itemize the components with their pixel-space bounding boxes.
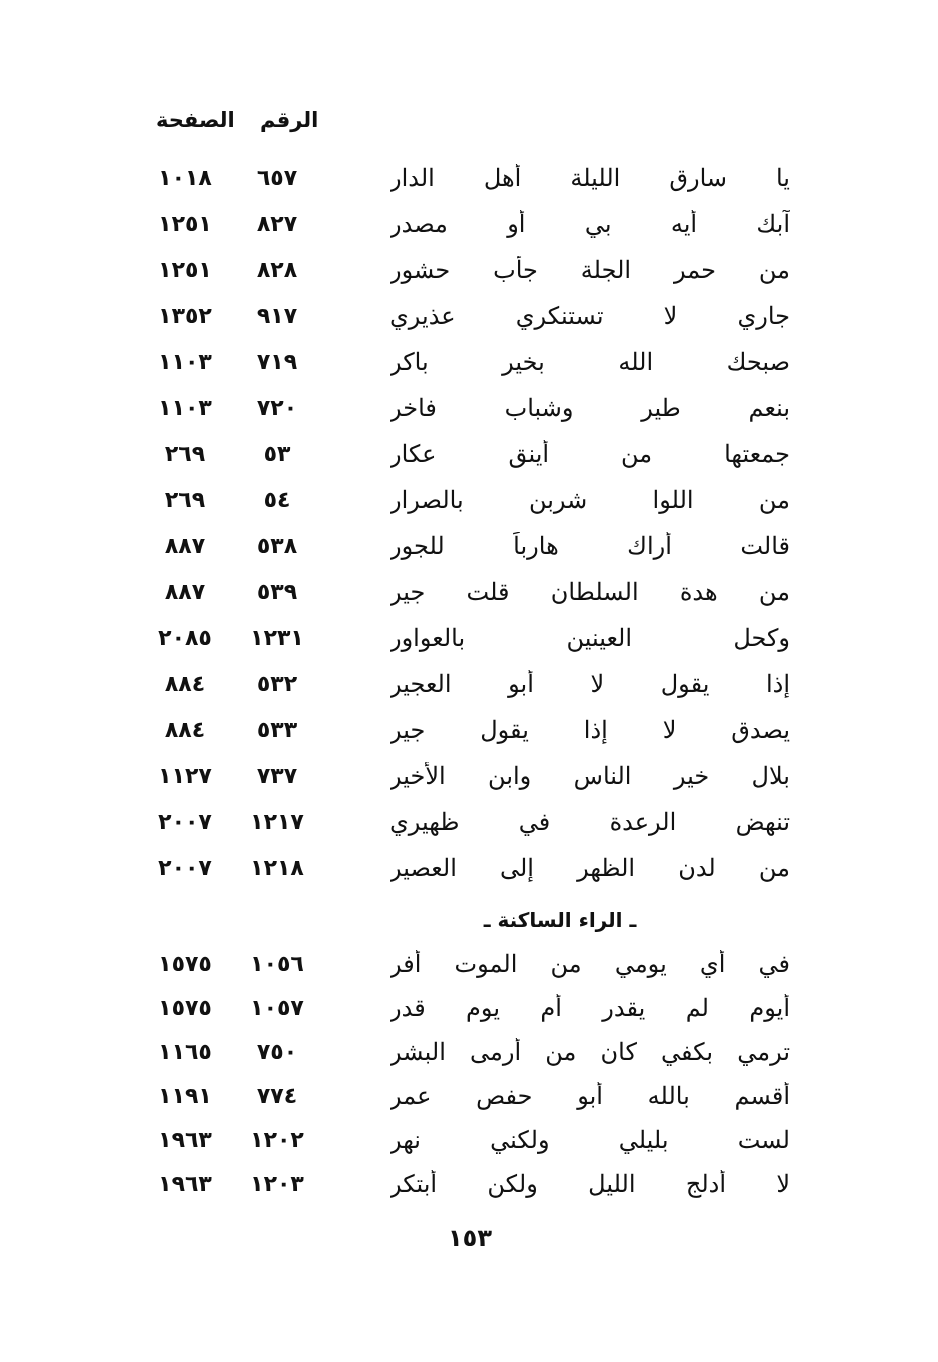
verse-number: ١٠٥٧	[250, 996, 304, 1021]
page-reference: ٨٨٧	[164, 534, 206, 559]
verse-text: تنهض الرعدة في ظهيري	[390, 808, 790, 836]
table-row	[150, 1122, 790, 1166]
table-header	[150, 108, 320, 142]
verse-text: من اللوا شربن بالصرار	[390, 486, 790, 514]
verse-text: بلال خير الناس وابن الأخير	[390, 762, 790, 790]
verse-text: جمعتها من أينق عكار	[390, 440, 790, 468]
page-reference: ٨٨٧	[164, 580, 206, 605]
page-reference: ١٢٥١	[158, 258, 212, 283]
table-row	[150, 574, 790, 620]
verse-number: ٥٣٢	[256, 672, 298, 697]
page-reference: ٢٠٨٥	[158, 626, 212, 651]
verse-text: وكحل العينين بالعواور	[390, 624, 790, 652]
page-reference: ٢٠٠٧	[158, 810, 212, 835]
verse-text: من حمر الجلة جأب حشور	[390, 256, 790, 284]
verse-number: ٧٥٠	[256, 1040, 298, 1065]
page-reference: ١٢٥١	[158, 212, 212, 237]
verse-number: ٧١٩	[256, 350, 298, 375]
verse-text: أقسم بالله أبو حفص عمر	[390, 1082, 790, 1110]
verse-text: بنعم طير وشباب فاخر	[390, 394, 790, 422]
verse-text: لست بليلي ولكني نهر	[390, 1126, 790, 1154]
verse-number: ١٢٣١	[250, 626, 304, 651]
table-row	[150, 344, 790, 390]
verse-number: ١٢٠٣	[250, 1172, 304, 1197]
verse-list-section-2	[150, 946, 790, 1210]
verse-text: آبك أيه بي أو مصدر	[390, 210, 790, 238]
verse-text: صبحك الله بخير باكر	[390, 348, 790, 376]
table-row	[150, 712, 790, 758]
table-row	[150, 850, 790, 896]
number-column-header: الرقم	[260, 108, 319, 132]
page-reference: ١٥٧٥	[158, 952, 212, 977]
verse-number: ٨٢٨	[256, 258, 298, 283]
verse-text: من لدن الظهر إلى العصير	[390, 854, 790, 882]
verse-number: ٧٧٤	[256, 1084, 298, 1109]
table-row	[150, 804, 790, 850]
verse-number: ٧٢٠	[256, 396, 298, 421]
table-row	[150, 620, 790, 666]
table-row	[150, 482, 790, 528]
verse-list-section-1	[150, 160, 790, 896]
verse-number: ١٢٠٢	[250, 1128, 304, 1153]
page-reference: ١١٩١	[158, 1084, 212, 1109]
verse-number: ٧٣٧	[256, 764, 298, 789]
page-reference: ١٥٧٥	[158, 996, 212, 1021]
page-reference: ٢٠٠٧	[158, 856, 212, 881]
table-row	[150, 252, 790, 298]
table-row	[150, 758, 790, 804]
verse-number: ١٠٥٦	[250, 952, 304, 977]
verse-number: ٦٥٧	[256, 166, 298, 191]
verse-number: ١٢١٧	[250, 810, 304, 835]
page-reference: ٢٦٩	[164, 488, 206, 513]
verse-number: ٩١٧	[256, 304, 298, 329]
verse-number: ٥٤	[263, 488, 291, 513]
table-row	[150, 1166, 790, 1210]
table-row	[150, 436, 790, 482]
verse-text: في أي يومي من الموت أفر	[390, 950, 790, 978]
page-reference: ١١٠٣	[158, 396, 212, 421]
verse-number: ٥٣٨	[256, 534, 298, 559]
table-row	[150, 298, 790, 344]
verse-text: ترمي بكفي كان من أرمى البشر	[390, 1038, 790, 1066]
verse-text: يصدق لا إذا يقول جير	[390, 716, 790, 744]
page-reference: ١٩٦٣	[158, 1128, 212, 1153]
verse-number: ٥٣٣	[256, 718, 298, 743]
verse-text: جاري لا تستنكري عذيري	[390, 302, 790, 330]
verse-text: إذا يقول لا أبو العجير	[390, 670, 790, 698]
page-reference: ١٠١٨	[158, 166, 212, 191]
verse-number: ٥٣٩	[256, 580, 298, 605]
page-reference: ٢٦٩	[164, 442, 206, 467]
verse-text: قالت أراك هارباً للجور	[390, 532, 790, 560]
section-heading: ـ الراء الساكنة ـ	[483, 908, 637, 932]
page-reference: ١٩٦٣	[158, 1172, 212, 1197]
table-row	[150, 390, 790, 436]
verse-text: من هدة السلطان قلت جير	[390, 578, 790, 606]
verse-text: أيوم لم يقدر أم يوم قدر	[390, 994, 790, 1022]
page-reference: ١٣٥٢	[158, 304, 212, 329]
verse-number: ٨٢٧	[256, 212, 298, 237]
page-reference: ١١٠٣	[158, 350, 212, 375]
table-row	[150, 528, 790, 574]
table-row	[150, 1078, 790, 1122]
verse-text: لا أدلج الليل ولكن أبتكر	[390, 1170, 790, 1198]
table-row	[150, 1034, 790, 1078]
page-reference: ١١٦٥	[158, 1040, 212, 1065]
table-row	[150, 990, 790, 1034]
page-column-header: الصفحة	[156, 108, 235, 132]
page-reference: ٨٨٤	[164, 672, 206, 697]
table-row	[150, 666, 790, 712]
table-row	[150, 946, 790, 990]
verse-number: ١٢١٨	[250, 856, 304, 881]
page-reference: ١١٢٧	[158, 764, 212, 789]
table-row	[150, 160, 790, 206]
page-number: ١٥٣	[448, 1224, 492, 1252]
table-row	[150, 206, 790, 252]
page-reference: ٨٨٤	[164, 718, 206, 743]
verse-text: يا سارق الليلة أهل الدار	[390, 164, 790, 192]
verse-number: ٥٣	[263, 442, 291, 467]
